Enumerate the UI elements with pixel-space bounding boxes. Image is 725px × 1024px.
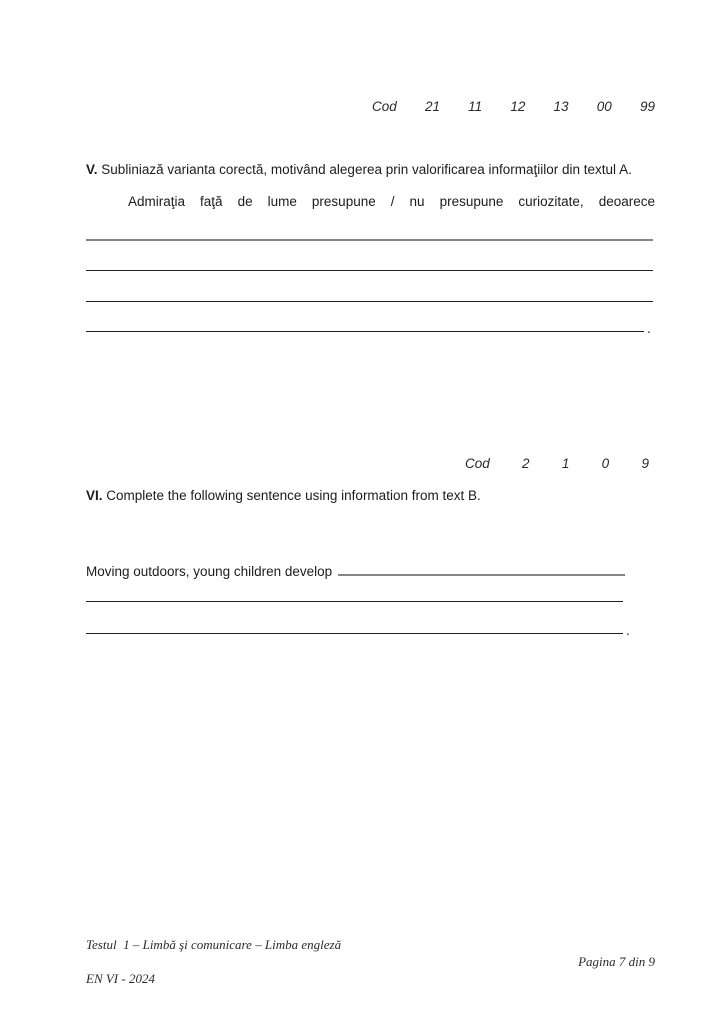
code-label: Cod — [465, 456, 490, 471]
code-value: 13 — [553, 99, 569, 114]
line-end-period: . — [647, 321, 651, 336]
sentence-word: / — [390, 194, 395, 209]
section-vi-heading — [86, 488, 481, 503]
answer-line — [86, 331, 644, 332]
answer-line — [86, 270, 653, 271]
sentence-word: presupune — [311, 194, 376, 209]
code-strip-b — [465, 456, 649, 471]
line-end-period: . — [626, 623, 630, 638]
code-value: 11 — [468, 99, 483, 114]
footer-test-title: Testul 1 – Limbă şi comunicare – Limba engleză — [86, 937, 342, 952]
section-vi-number: VI. — [86, 488, 103, 503]
code-strip-a — [372, 99, 655, 114]
code-value: 0 — [601, 456, 610, 471]
sentence-word: presupune — [439, 194, 504, 209]
footer-page-indicator: Pagina 7 din 9 — [578, 954, 655, 969]
sentence-word: curiozitate, — [518, 194, 584, 209]
code-value: 21 — [424, 99, 440, 114]
sentence-start: Moving outdoors, young children develop — [86, 564, 333, 579]
sentence-word: deoarece — [598, 194, 655, 209]
sentence-word: lume — [267, 194, 297, 209]
code-value: 2 — [522, 456, 530, 471]
code-label: Cod — [372, 99, 397, 114]
sentence-word: Admiraţia — [128, 194, 186, 209]
section-v-heading — [86, 162, 632, 177]
answer-line — [86, 301, 653, 302]
code-value: 12 — [510, 99, 526, 114]
code-value: 00 — [596, 99, 612, 114]
footer-exam-code: EN VI - 2024 — [86, 971, 155, 986]
code-value: 9 — [641, 456, 649, 471]
section-v-number: V. — [86, 162, 98, 177]
code-value: 99 — [639, 99, 655, 114]
sentence-word: faţă — [200, 194, 223, 209]
sentence-word: nu — [409, 194, 425, 209]
section-v-sentence — [128, 194, 655, 209]
section-vi-sentence — [86, 560, 625, 579]
inline-answer-blank — [338, 560, 625, 576]
sentence-word: de — [237, 194, 253, 209]
code-value: 1 — [561, 456, 570, 471]
section-v-prompt: Subliniază varianta corectă, motivând alegerea prin valorificarea informaţiilor din textul A. — [101, 162, 632, 177]
answer-line — [86, 633, 623, 634]
answer-line — [86, 601, 623, 602]
section-vi-prompt: Complete the following sentence using information from text B. — [106, 488, 481, 503]
answer-line — [86, 239, 653, 241]
